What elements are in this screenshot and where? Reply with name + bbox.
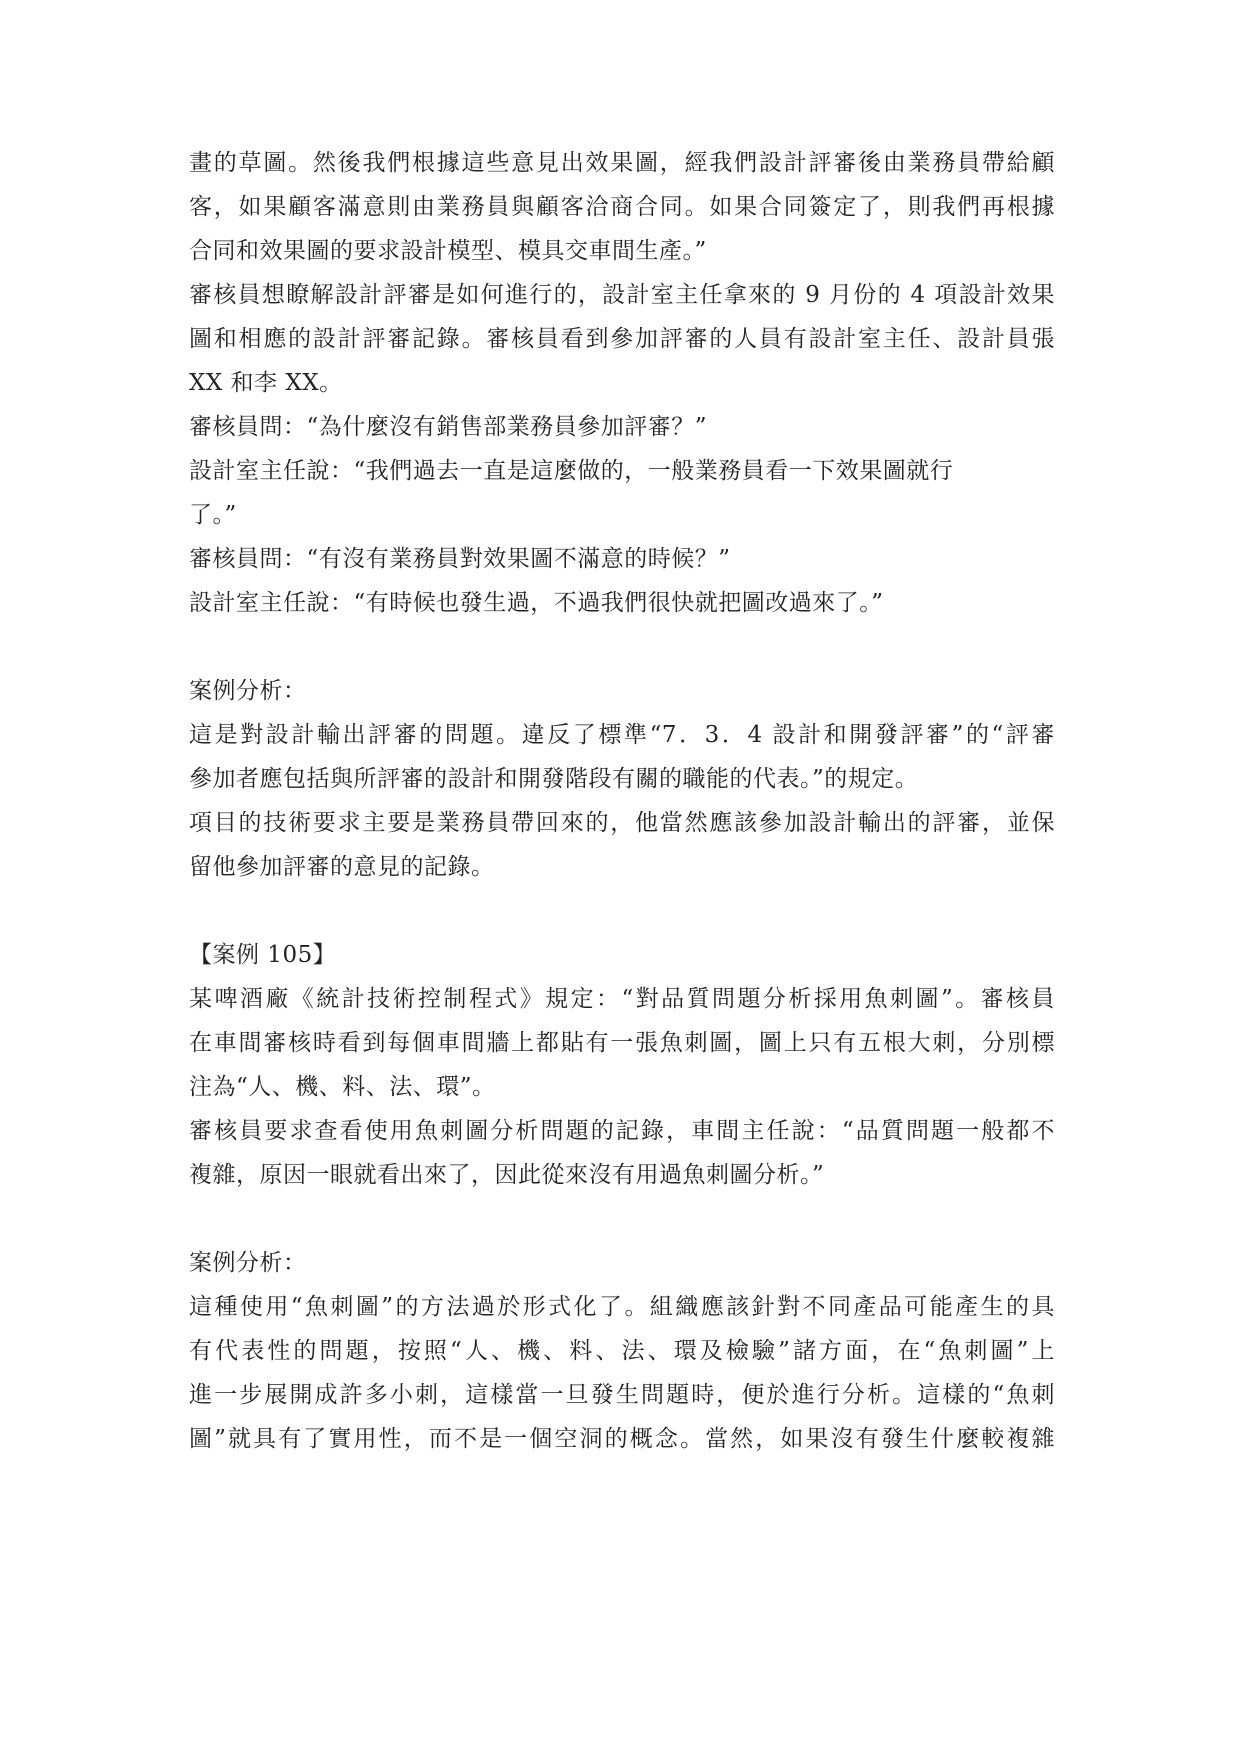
paragraph-line: 合同和效果圖的要求設計模型、模具交車間生產。”: [189, 238, 707, 264]
paragraph-gap: [189, 1197, 1055, 1241]
paragraph-line: 項目的技術要求主要是業務員帶回來的，他當然應該參加設計輸出的評審，並保: [189, 810, 1055, 836]
dialogue-line: 審核員問：“有沒有業務員對效果圖不滿意的時候？”: [189, 546, 731, 572]
dialogue-line: 審核員問：“為什麼沒有銷售部業務員參加評審？”: [189, 414, 708, 440]
dialogue-line: 設計室主任說：“有時候也發生過，不過我們很快就把圖改過來了。”: [189, 590, 884, 616]
paragraph-line: 進一步展開成許多小刺，這樣當一旦發生問題時，便於進行分析。這樣的“魚刺: [189, 1382, 1055, 1408]
paragraph-line: 參加者應包括與所評審的設計和開發階段有關的職能的代表。”的規定。: [189, 766, 919, 792]
paragraph-line: 審核員要求查看使用魚刺圖分析問題的記錄，車間主任說：“品質問題一般都不: [189, 1118, 1055, 1144]
paragraph-line: XX 和李 XX。: [189, 370, 343, 396]
case-heading: 【案例 105】: [189, 942, 337, 968]
paragraph-line: 這種使用“魚刺圖”的方法過於形式化了。組織應該針對不同產品可能產生的具: [189, 1294, 1055, 1320]
section-heading: 案例分析：: [189, 1250, 307, 1276]
paragraph-line: 這是對設計輸出評審的問題。違反了標準“7．3．4 設計和開發評審”的“評審: [189, 722, 1055, 748]
paragraph-line: 複雜，原因一眼就看出來了，因此從來沒有用過魚刺圖分析。”: [189, 1162, 825, 1188]
paragraph-line: 審核員想瞭解設計評審是如何進行的，設計室主任拿來的 9 月份的 4 項設計效果: [189, 282, 1055, 308]
document-body: [189, 141, 1055, 1461]
paragraph-gap: [189, 889, 1055, 933]
dialogue-line: 設計室主任說：“我們過去一直是這麼做的，一般業務員看一下效果圖就行: [189, 458, 954, 484]
paragraph-line: 留他參加評審的意見的記錄。: [189, 854, 495, 880]
section-heading: 案例分析：: [189, 678, 307, 704]
paragraph-line: 圖”就具有了實用性，而不是一個空洞的概念。當然，如果沒有發生什麼較複雜: [189, 1426, 1055, 1452]
paragraph-line: 畫的草圖。然後我們根據這些意見出效果圖，經我們設計評審後由業務員帶給顧: [189, 150, 1055, 176]
paragraph-line: 在車間審核時看到每個車間牆上都貼有一張魚刺圖，圖上只有五根大刺，分別標: [189, 1030, 1055, 1056]
paragraph-line: 注為“人、機、料、法、環”。: [189, 1074, 496, 1100]
paragraph-line: 有代表性的問題，按照“人、機、料、法、環及檢驗”諸方面，在“魚刺圖”上: [189, 1338, 1055, 1364]
paragraph-line: 圖和相應的設計評審記錄。審核員看到參加評審的人員有設計室主任、設計員張: [189, 326, 1055, 352]
dialogue-line: 了。”: [189, 502, 237, 528]
paragraph-line: 某啤酒廠《統計技術控制程式》規定：“對品質問題分析採用魚刺圖”。審核員: [189, 986, 1055, 1012]
paragraph-line: 客，如果顧客滿意則由業務員與顧客洽商合同。如果合同簽定了，則我們再根據: [189, 194, 1055, 220]
paragraph-gap: [189, 625, 1055, 669]
